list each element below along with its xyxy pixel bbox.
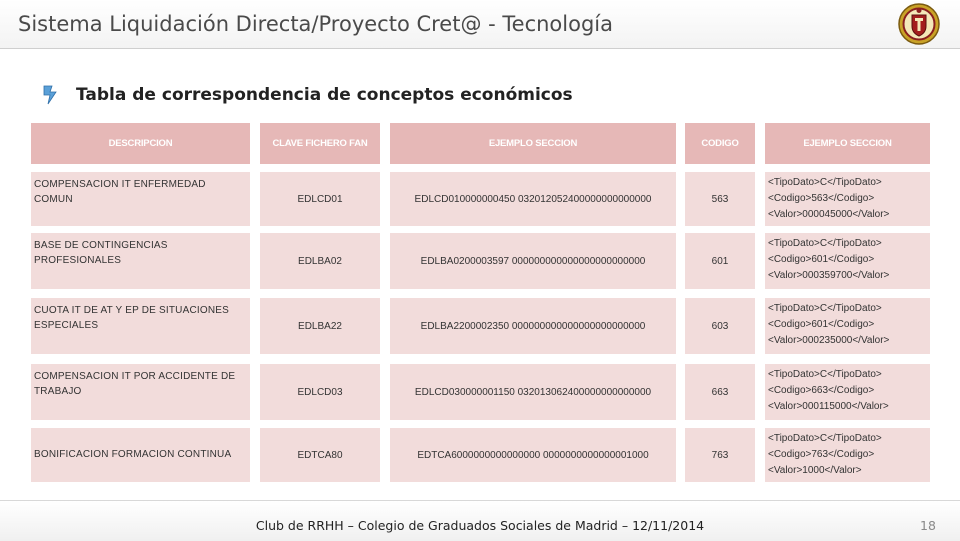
xml-tipodato: <TipoDato>C</TipoDato> — [768, 238, 882, 249]
crest-seal-icon — [898, 3, 940, 45]
section-heading — [40, 82, 573, 108]
table-row-codigo: 603 — [685, 298, 755, 354]
xml-valor: <Valor>000235000</Valor> — [768, 335, 890, 346]
table-row-clave: EDLBA22 — [260, 298, 380, 354]
xml-valor: <Valor>1000</Valor> — [768, 465, 862, 476]
table-row-ejemplo: EDLBA2200002350 000000000000000000000000 — [390, 298, 676, 354]
footer-text: Club de RRHH – Colegio de Graduados Sociales de Madrid – 12/11/2014 — [255, 518, 705, 533]
table-row-descripcion — [31, 233, 250, 289]
page-title: Sistema Liquidación Directa/Proyecto Cret@ - Tecnología — [18, 12, 613, 36]
table-row-xml — [765, 233, 930, 289]
table-row-codigo: 563 — [685, 172, 755, 226]
xml-tipodato: <TipoDato>C</TipoDato> — [768, 177, 882, 188]
table-row-xml — [765, 172, 930, 226]
table-row-clave: EDLBA02 — [260, 233, 380, 289]
footer — [0, 500, 960, 541]
table-row-ejemplo: EDTCA6000000000000000 0000000000000001000 — [390, 428, 676, 482]
section-title: Tabla de correspondencia de conceptos económicos — [76, 85, 573, 105]
xml-valor: <Valor>000045000</Valor> — [768, 209, 890, 220]
row-descripcion-text: COMPENSACION IT POR ACCIDENTE DE TRABAJO — [34, 371, 236, 397]
table-row-codigo: 601 — [685, 233, 755, 289]
header-ejemplo-seccion: EJEMPLO SECCION — [390, 123, 676, 164]
top-bar — [0, 0, 960, 49]
table-row-clave: EDLCD03 — [260, 364, 380, 420]
table-row-clave: EDLCD01 — [260, 172, 380, 226]
row-descripcion-text: COMPENSACION IT ENFERMEDAD COMUN — [34, 179, 206, 205]
xml-tipodato: <TipoDato>C</TipoDato> — [768, 433, 882, 444]
xml-codigo: <Codigo>601</Codigo> — [768, 254, 875, 265]
table-row-descripcion — [31, 298, 250, 354]
xml-codigo: <Codigo>763</Codigo> — [768, 449, 875, 460]
table-row-xml — [765, 428, 930, 482]
xml-tipodato: <TipoDato>C</TipoDato> — [768, 303, 882, 314]
header-ejemplo-seccion-xml: EJEMPLO SECCION — [765, 123, 930, 164]
xml-valor: <Valor>000359700</Valor> — [768, 270, 890, 281]
table-row-clave: EDTCA80 — [260, 428, 380, 482]
page-number: 18 — [920, 518, 936, 533]
table-row-ejemplo: EDLCD030000001150 032013062400000000000000 — [390, 364, 676, 420]
table-row-xml — [765, 364, 930, 420]
table-row-descripcion — [31, 172, 250, 226]
header-codigo: CODIGO — [685, 123, 755, 164]
xml-codigo: <Codigo>563</Codigo> — [768, 193, 875, 204]
header-clave-fichero: CLAVE FICHERO FAN — [260, 123, 380, 164]
table-row-ejemplo: EDLBA0200003597 000000000000000000000000 — [390, 233, 676, 289]
table-row-xml — [765, 298, 930, 354]
table-row-ejemplo: EDLCD010000000450 032012052400000000000000 — [390, 172, 676, 226]
row-descripcion-text: CUOTA IT DE AT Y EP DE SITUACIONES ESPECIALES — [34, 305, 230, 331]
xml-tipodato: <TipoDato>C</TipoDato> — [768, 369, 882, 380]
table-row-codigo: 763 — [685, 428, 755, 482]
header-descripcion: DESCRIPCION — [31, 123, 250, 164]
row-descripcion-text: BASE DE CONTINGENCIAS PROFESIONALES — [34, 240, 168, 266]
xml-valor: <Valor>000115000</Valor> — [768, 401, 889, 412]
table-row-descripcion: BONIFICACION FORMACION CONTINUA — [31, 428, 250, 482]
bullet-arrow-icon — [40, 84, 60, 106]
table-row-descripcion — [31, 364, 250, 420]
table-row-codigo: 663 — [685, 364, 755, 420]
xml-codigo: <Codigo>601</Codigo> — [768, 319, 875, 330]
xml-codigo: <Codigo>663</Codigo> — [768, 385, 875, 396]
